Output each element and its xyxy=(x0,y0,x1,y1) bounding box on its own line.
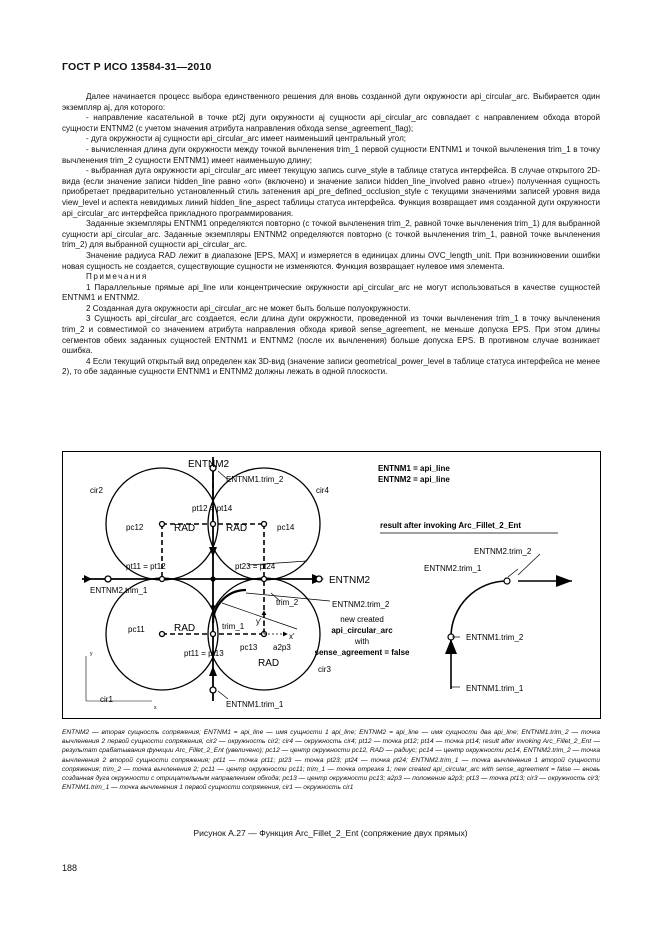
paragraph: Значение радиуса RAD лежит в диапазоне [EPS, MAX] и измеряется в единицах длины OVC_length_unit. При возникновении ошибки новая сущность не создается, существующие сущности не изменяются. Функция возвращает нулевое имя элемента. xyxy=(62,250,600,271)
label-pc13: pc13 xyxy=(240,643,258,652)
result-point xyxy=(504,578,510,584)
paragraph: - направление касательной в точке pt2j дуги окружности aj сущности api_circular_arc совпадает с направлением обхода второй сущности ENTNM2 (с учетом значения атрибута направления обхода sense_agreement_flag); xyxy=(62,113,600,133)
label-cir2: cir2 xyxy=(90,486,103,495)
label-cir4: cir4 xyxy=(316,486,329,495)
label-axis-y: y xyxy=(90,651,93,657)
page-number: 188 xyxy=(62,863,78,873)
label-trim2: trim_2 xyxy=(276,598,299,607)
label-entnm2-top: ENTNM2 xyxy=(188,459,230,470)
new-arc-annotation xyxy=(315,615,410,657)
result-leaders xyxy=(451,554,540,687)
paragraph: - вычисленная длина дуги окружности между точкой вычленения trim_1 первой сущности ENTNM1 и точкой вычленения trim_1 в точку вычленения trim_2 сущности ENTNM1) имеет наименьшую длину; xyxy=(62,144,600,165)
label-pt11-pt13: pt11 = pt13 xyxy=(184,649,224,658)
note-with: with xyxy=(354,637,370,646)
note: 3 Сущность api_circular_arc создается, если длина дуги окружности, проведенной из точки вычленения trim_1 в точку вычленения trim_2 и совместимой со значением атрибута направления обхода кривой sense_agreement, не меньше допуска EPS. При этом длины сегментов обеих заданных сущностей ENTNM1 и ENTNM2 (после их вычленения) больше допуска EPS. В противном случае возникает ошибка. xyxy=(62,314,600,356)
label-cir3: cir3 xyxy=(318,665,331,674)
paragraph: - дуга окружности aj сущности api_circular_arc имеет наименьший центральный угол; xyxy=(86,134,407,144)
r-entnm2-trim2: ENTNM2.trim_2 xyxy=(474,547,532,556)
label-pt12-pt14: pt12 = pt14 xyxy=(192,504,233,513)
label-rad-2: RAD xyxy=(226,523,248,534)
paragraph: - выбранная дуга окружности api_circular_arc имеет текущую запись curve_style в таблице статуса интерфейса. В случае открытого 2D-вида (если значение записи hidden_line равно «on» (включено) и значение записи hidden_line_involved равно «true») полученная сущность приобретает предварительно установленный стиль затенения api_pre_defined_occlusion_style с текущими значениями записей уровня вида view_level и аспекта невидимых линий hidden_line_aspect таблицы статуса интерфейса. Функция возвращает имя созданной дуги окружности api_circular_arc интерфейса прикладного программирования. xyxy=(62,166,600,218)
label-pt11-pt12: pt11 = pt12 xyxy=(126,562,166,571)
paragraph: Заданные экземпляры ENTNM1 определяются повторно (с точкой вычленения trim_2, равной точке вычленения trim_1) для выбранной сущности api_circular_arc. Заданные экземпляры ENTNM2 определяются повторно (с точкой вычленения trim_1, равной точке вычленения trim_2) для выбранной сущности api_circular_arc. xyxy=(62,219,600,250)
arrow-icon xyxy=(445,639,457,654)
label-entnm1-trim2: ENTNM1.trim_2 xyxy=(226,475,284,484)
note-api-arc: api_circular_arc xyxy=(331,626,393,635)
result-arc xyxy=(451,581,507,637)
figure-diagram xyxy=(62,451,601,719)
label-entnm2-trim1: ENTNM2.trim_1 xyxy=(90,586,148,595)
arrow-icon xyxy=(84,575,92,583)
label-pc11: pc11 xyxy=(128,625,145,634)
label-entnm1-trim1: ENTNM1.trim_1 xyxy=(226,700,284,709)
label-pt23-pt24: pt23 = pt24 xyxy=(235,562,276,571)
note: 1 Параллельные прямые api_line или концентрические окружности api_circular_arc не могут использоваться в качестве сущностей ENTNM1 и ENTNM2. xyxy=(62,282,600,303)
note-sense-false: sense_agreement = false xyxy=(314,648,410,657)
label-rad-4: RAD xyxy=(258,658,280,669)
legend xyxy=(378,464,521,530)
r-entnm1-trim1: ENTNM1.trim_1 xyxy=(466,684,524,693)
label-x-prime: x' xyxy=(289,632,295,641)
r-entnm1-trim2: ENTNM1.trim_2 xyxy=(466,633,524,642)
label-rad-1: RAD xyxy=(174,523,196,534)
figure-legend-text: ENTNM2 — вторая сущность сопряжения; ENTNM1 = api_line — имя сущности 1 api_line; ENTNM2 = api_line — имя сущности два api_line; ENTNM1.trim_2 — точка вычленения 2 первой сущности сопряжения, cir2 — окружность cir2; cir4 — окружность cir4; pt12 — точка pt12; pt14 — точка pt14; result after invoking Arc_Fillet_2_Ent — результат срабатывания функции Arc_Fillet_2_Ent (увеличено); pc12 — центр окружности pc12, RAD — радиус; pc14 — центр окружности pc14, ENTNM2.trim_2 — точка вычленения 2 второй сущности сопряжения; pt11 — точка pt11; pt23 — точка pt23; pt24 — точка pt24; ENTNM2.trim_1 — точка вычленения 1 второй сущности сопряжения; trim_2 — точка вычленения 2; pc11 — центр окружности pc11; trim_1 — точка отрезка 1; new created api_circular_arc with sense_agreement = false — вновь созданная дуга окружности с отрицательным направлением обхода; pc13 — центр окружности pc13; a2p3 — положение a2p3; pt13 — точка pt13; cir3 — окружность cir3; ENTNM1.trim_1 — точка вычленения 1 первой сущности сопряжения, cir1 — окружность cir1 xyxy=(62,729,600,792)
arrow-icon xyxy=(209,666,217,676)
label-y-prime: y' xyxy=(256,617,262,626)
label-trim1: trim_1 xyxy=(222,622,245,631)
result-title: result after invoking Arc_Fillet_2_Ent xyxy=(380,521,522,530)
label-a2p3: a2p3 xyxy=(273,643,291,652)
paragraph: Далее начинается процесс выбора единственного решения для вновь созданной дуги окружности api_circular_arc. Выбирается один экземпляр aj, для которого: xyxy=(62,92,600,112)
label-entnm2-right: ENTNM2 xyxy=(329,575,371,586)
note-new-created: new created xyxy=(340,615,384,624)
label-cir1: cir1 xyxy=(100,695,113,704)
label-rad-3: RAD xyxy=(174,623,196,634)
label-entnm2-trim2: ENTNM2.trim_2 xyxy=(332,600,390,609)
arrow-icon xyxy=(556,575,572,587)
label-pc12: pc12 xyxy=(126,523,144,532)
r-entnm2-trim1: ENTNM2.trim_1 xyxy=(424,564,482,573)
notes-title: Примечания xyxy=(86,272,148,282)
figure-title: Рисунок А.27 — Функция Arc_Fillet_2_Ent (сопряжение двух прямых) xyxy=(193,828,468,838)
label-pc14: pc14 xyxy=(277,523,295,532)
body-text xyxy=(62,92,600,378)
result-labels xyxy=(424,547,532,693)
legend-line-2: ENTNM2 = api_line xyxy=(378,475,450,484)
figure-a27 xyxy=(62,451,601,719)
new-arc xyxy=(213,590,246,623)
legend-line-1: ENTNM1 = api_line xyxy=(378,464,450,473)
note: 2 Созданная дуга окружности api_circular_arc не может быть больше полуокружности. xyxy=(86,303,411,313)
note: 4 Если текущий открытый вид определен как 3D-вид (значение записи geometrical_power_level в таблице статуса интерфейса не менее 2), то обе заданные сущности ENTNM1 и ENTNM2 должны лежать в одной плоскости. xyxy=(62,356,600,377)
document-header: ГОСТ Р ИСО 13584-31—2010 xyxy=(62,61,212,73)
label-axis-x: x xyxy=(154,705,157,711)
